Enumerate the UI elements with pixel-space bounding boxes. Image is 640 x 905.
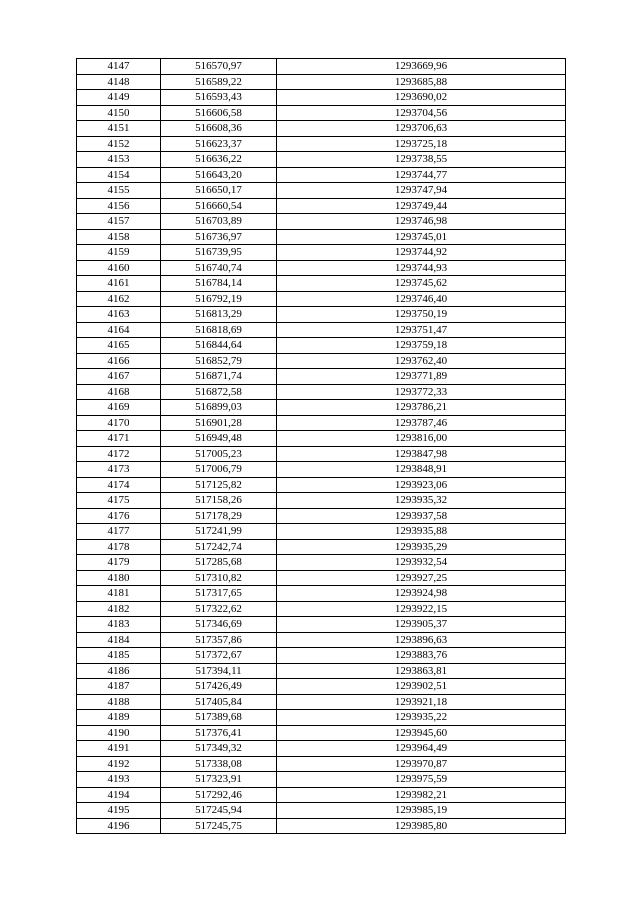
table-row	[77, 276, 566, 292]
point-number-cell: 4167	[77, 369, 161, 385]
y-coordinate-cell: 1293759,18	[277, 338, 566, 354]
point-number-cell: 4181	[77, 586, 161, 602]
table-row	[77, 74, 566, 90]
x-coordinate-cell: 516844,64	[161, 338, 277, 354]
table-row	[77, 679, 566, 695]
point-number-cell: 4155	[77, 183, 161, 199]
table-row	[77, 90, 566, 106]
x-coordinate-cell: 517245,75	[161, 818, 277, 834]
y-coordinate-cell: 1293970,87	[277, 756, 566, 772]
y-coordinate-cell: 1293932,54	[277, 555, 566, 571]
point-number-cell: 4184	[77, 632, 161, 648]
y-coordinate-cell: 1293771,89	[277, 369, 566, 385]
x-coordinate-cell: 517125,82	[161, 477, 277, 493]
table-row	[77, 756, 566, 772]
point-number-cell: 4186	[77, 663, 161, 679]
x-coordinate-cell: 516593,43	[161, 90, 277, 106]
table-row	[77, 555, 566, 571]
y-coordinate-cell: 1293848,91	[277, 462, 566, 478]
point-number-cell: 4156	[77, 198, 161, 214]
table-row	[77, 741, 566, 757]
table-row	[77, 632, 566, 648]
x-coordinate-cell: 516736,97	[161, 229, 277, 245]
y-coordinate-cell: 1293749,44	[277, 198, 566, 214]
table-row	[77, 167, 566, 183]
y-coordinate-cell: 1293747,94	[277, 183, 566, 199]
point-number-cell: 4180	[77, 570, 161, 586]
point-number-cell: 4179	[77, 555, 161, 571]
x-coordinate-cell: 517389,68	[161, 710, 277, 726]
y-coordinate-cell: 1293744,92	[277, 245, 566, 261]
table-row	[77, 787, 566, 803]
x-coordinate-cell: 517292,46	[161, 787, 277, 803]
table-row	[77, 570, 566, 586]
table-row	[77, 338, 566, 354]
y-coordinate-cell: 1293744,93	[277, 260, 566, 276]
point-number-cell: 4175	[77, 493, 161, 509]
x-coordinate-cell: 516813,29	[161, 307, 277, 323]
point-number-cell: 4163	[77, 307, 161, 323]
x-coordinate-cell: 517349,32	[161, 741, 277, 757]
point-number-cell: 4149	[77, 90, 161, 106]
x-coordinate-cell: 516740,74	[161, 260, 277, 276]
y-coordinate-cell: 1293937,58	[277, 508, 566, 524]
x-coordinate-cell: 517178,29	[161, 508, 277, 524]
table-row	[77, 121, 566, 137]
x-coordinate-cell: 517394,11	[161, 663, 277, 679]
x-coordinate-cell: 517376,41	[161, 725, 277, 741]
y-coordinate-cell: 1293704,56	[277, 105, 566, 121]
y-coordinate-cell: 1293751,47	[277, 322, 566, 338]
y-coordinate-cell: 1293883,76	[277, 648, 566, 664]
y-coordinate-cell: 1293762,40	[277, 353, 566, 369]
x-coordinate-cell: 516643,20	[161, 167, 277, 183]
table-row	[77, 431, 566, 447]
point-number-cell: 4189	[77, 710, 161, 726]
table-row	[77, 586, 566, 602]
y-coordinate-cell: 1293985,80	[277, 818, 566, 834]
table-row	[77, 508, 566, 524]
table-row	[77, 353, 566, 369]
y-coordinate-cell: 1293982,21	[277, 787, 566, 803]
point-number-cell: 4173	[77, 462, 161, 478]
point-number-cell: 4160	[77, 260, 161, 276]
point-number-cell: 4187	[77, 679, 161, 695]
table-row	[77, 291, 566, 307]
table-row	[77, 136, 566, 152]
x-coordinate-cell: 517372,67	[161, 648, 277, 664]
x-coordinate-cell: 516901,28	[161, 415, 277, 431]
table-row	[77, 818, 566, 834]
table-row	[77, 772, 566, 788]
x-coordinate-cell: 516784,14	[161, 276, 277, 292]
x-coordinate-cell: 517005,23	[161, 446, 277, 462]
y-coordinate-cell: 1293945,60	[277, 725, 566, 741]
y-coordinate-cell: 1293745,62	[277, 276, 566, 292]
point-number-cell: 4185	[77, 648, 161, 664]
x-coordinate-cell: 517317,65	[161, 586, 277, 602]
x-coordinate-cell: 517426,49	[161, 679, 277, 695]
x-coordinate-cell: 516899,03	[161, 400, 277, 416]
y-coordinate-cell: 1293725,18	[277, 136, 566, 152]
point-number-cell: 4151	[77, 121, 161, 137]
point-number-cell: 4171	[77, 431, 161, 447]
x-coordinate-cell: 517338,08	[161, 756, 277, 772]
x-coordinate-cell: 516606,58	[161, 105, 277, 121]
x-coordinate-cell: 516703,89	[161, 214, 277, 230]
x-coordinate-cell: 517006,79	[161, 462, 277, 478]
point-number-cell: 4164	[77, 322, 161, 338]
point-number-cell: 4178	[77, 539, 161, 555]
table-row	[77, 803, 566, 819]
point-number-cell: 4166	[77, 353, 161, 369]
table-row	[77, 214, 566, 230]
table-row	[77, 369, 566, 385]
point-number-cell: 4159	[77, 245, 161, 261]
coordinates-table-body	[77, 59, 566, 834]
x-coordinate-cell: 516650,17	[161, 183, 277, 199]
table-row	[77, 152, 566, 168]
y-coordinate-cell: 1293924,98	[277, 586, 566, 602]
table-row	[77, 322, 566, 338]
x-coordinate-cell: 516608,36	[161, 121, 277, 137]
point-number-cell: 4194	[77, 787, 161, 803]
point-number-cell: 4148	[77, 74, 161, 90]
y-coordinate-cell: 1293787,46	[277, 415, 566, 431]
y-coordinate-cell: 1293863,81	[277, 663, 566, 679]
x-coordinate-cell: 517310,82	[161, 570, 277, 586]
y-coordinate-cell: 1293935,88	[277, 524, 566, 540]
x-coordinate-cell: 517322,62	[161, 601, 277, 617]
point-number-cell: 4183	[77, 617, 161, 633]
point-number-cell: 4152	[77, 136, 161, 152]
table-row	[77, 648, 566, 664]
table-row	[77, 105, 566, 121]
point-number-cell: 4182	[77, 601, 161, 617]
x-coordinate-cell: 517357,86	[161, 632, 277, 648]
x-coordinate-cell: 516636,22	[161, 152, 277, 168]
y-coordinate-cell: 1293745,01	[277, 229, 566, 245]
point-number-cell: 4162	[77, 291, 161, 307]
point-number-cell: 4174	[77, 477, 161, 493]
y-coordinate-cell: 1293927,25	[277, 570, 566, 586]
y-coordinate-cell: 1293896,63	[277, 632, 566, 648]
point-number-cell: 4161	[77, 276, 161, 292]
point-number-cell: 4176	[77, 508, 161, 524]
table-row	[77, 462, 566, 478]
point-number-cell: 4168	[77, 384, 161, 400]
x-coordinate-cell: 517158,26	[161, 493, 277, 509]
table-row	[77, 415, 566, 431]
table-row	[77, 617, 566, 633]
table-row	[77, 307, 566, 323]
table-row	[77, 183, 566, 199]
table-row	[77, 260, 566, 276]
x-coordinate-cell: 516949,48	[161, 431, 277, 447]
y-coordinate-cell: 1293964,49	[277, 741, 566, 757]
y-coordinate-cell: 1293935,22	[277, 710, 566, 726]
y-coordinate-cell: 1293744,77	[277, 167, 566, 183]
point-number-cell: 4150	[77, 105, 161, 121]
table-row	[77, 446, 566, 462]
point-number-cell: 4158	[77, 229, 161, 245]
y-coordinate-cell: 1293935,32	[277, 493, 566, 509]
y-coordinate-cell: 1293816,00	[277, 431, 566, 447]
y-coordinate-cell: 1293905,37	[277, 617, 566, 633]
table-row	[77, 477, 566, 493]
table-row	[77, 710, 566, 726]
point-number-cell: 4153	[77, 152, 161, 168]
y-coordinate-cell: 1293750,19	[277, 307, 566, 323]
x-coordinate-cell: 516871,74	[161, 369, 277, 385]
y-coordinate-cell: 1293786,21	[277, 400, 566, 416]
point-number-cell: 4172	[77, 446, 161, 462]
table-row	[77, 694, 566, 710]
x-coordinate-cell: 516589,22	[161, 74, 277, 90]
x-coordinate-cell: 516660,54	[161, 198, 277, 214]
y-coordinate-cell: 1293902,51	[277, 679, 566, 695]
x-coordinate-cell: 517241,99	[161, 524, 277, 540]
x-coordinate-cell: 516792,19	[161, 291, 277, 307]
y-coordinate-cell: 1293669,96	[277, 59, 566, 75]
point-number-cell: 4157	[77, 214, 161, 230]
point-number-cell: 4177	[77, 524, 161, 540]
x-coordinate-cell: 516570,97	[161, 59, 277, 75]
y-coordinate-cell: 1293935,29	[277, 539, 566, 555]
y-coordinate-cell: 1293772,33	[277, 384, 566, 400]
x-coordinate-cell: 516818,69	[161, 322, 277, 338]
y-coordinate-cell: 1293706,63	[277, 121, 566, 137]
y-coordinate-cell: 1293847,98	[277, 446, 566, 462]
table-row	[77, 725, 566, 741]
table-row	[77, 59, 566, 75]
table-row	[77, 229, 566, 245]
coordinates-table	[76, 58, 566, 834]
table-row	[77, 663, 566, 679]
table-row	[77, 539, 566, 555]
point-number-cell: 4188	[77, 694, 161, 710]
y-coordinate-cell: 1293746,40	[277, 291, 566, 307]
x-coordinate-cell: 516623,37	[161, 136, 277, 152]
point-number-cell: 4195	[77, 803, 161, 819]
y-coordinate-cell: 1293985,19	[277, 803, 566, 819]
table-row	[77, 198, 566, 214]
table-row	[77, 524, 566, 540]
y-coordinate-cell: 1293738,55	[277, 152, 566, 168]
point-number-cell: 4165	[77, 338, 161, 354]
point-number-cell: 4169	[77, 400, 161, 416]
point-number-cell: 4190	[77, 725, 161, 741]
point-number-cell: 4193	[77, 772, 161, 788]
x-coordinate-cell: 517242,74	[161, 539, 277, 555]
table-row	[77, 400, 566, 416]
y-coordinate-cell: 1293690,02	[277, 90, 566, 106]
y-coordinate-cell: 1293975,59	[277, 772, 566, 788]
point-number-cell: 4196	[77, 818, 161, 834]
point-number-cell: 4192	[77, 756, 161, 772]
x-coordinate-cell: 517346,69	[161, 617, 277, 633]
y-coordinate-cell: 1293921,18	[277, 694, 566, 710]
table-row	[77, 245, 566, 261]
x-coordinate-cell: 517245,94	[161, 803, 277, 819]
point-number-cell: 4191	[77, 741, 161, 757]
x-coordinate-cell: 517285,68	[161, 555, 277, 571]
x-coordinate-cell: 516872,58	[161, 384, 277, 400]
point-number-cell: 4147	[77, 59, 161, 75]
y-coordinate-cell: 1293923,06	[277, 477, 566, 493]
point-number-cell: 4154	[77, 167, 161, 183]
x-coordinate-cell: 517405,84	[161, 694, 277, 710]
x-coordinate-cell: 516739,95	[161, 245, 277, 261]
y-coordinate-cell: 1293922,15	[277, 601, 566, 617]
table-row	[77, 601, 566, 617]
table-row	[77, 493, 566, 509]
x-coordinate-cell: 517323,91	[161, 772, 277, 788]
y-coordinate-cell: 1293746,98	[277, 214, 566, 230]
x-coordinate-cell: 516852,79	[161, 353, 277, 369]
table-row	[77, 384, 566, 400]
point-number-cell: 4170	[77, 415, 161, 431]
y-coordinate-cell: 1293685,88	[277, 74, 566, 90]
